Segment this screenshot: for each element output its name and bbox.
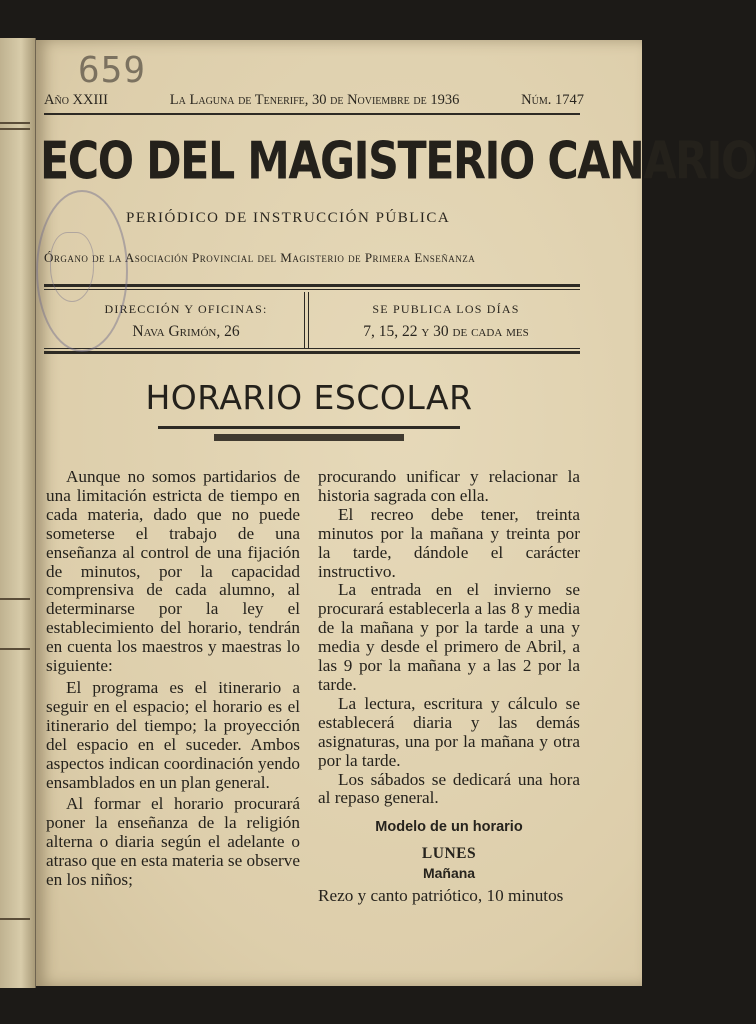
headline-rule (158, 426, 460, 429)
headline-bar (214, 434, 404, 441)
info-box-divider (304, 292, 305, 348)
masthead-rule (44, 113, 580, 115)
handwritten-page-number: 659 (78, 50, 147, 91)
page-edge-mark (0, 122, 30, 124)
article-headline: HORARIO ESCOLAR (145, 378, 473, 417)
office-address: Nava Grimón, 26 (132, 323, 240, 340)
info-box-bottom-rule-thin (44, 348, 580, 349)
info-box-divider (308, 292, 309, 348)
masthead-year: Año XXIII (44, 92, 108, 108)
publication-days: 7, 15, 22 y 30 de cada mes (363, 323, 529, 340)
paragraph: Al formar el horario procurará poner la enseñanza de la religión alterna o diaria según el adelante o atraso que en esta materia se observe en los niños; (46, 794, 300, 890)
stamp-crest-icon (50, 232, 94, 302)
article-column-left (46, 468, 300, 890)
page-edge-mark (0, 598, 30, 600)
organ-line: Órgano de la Asociación Provincial del Magisterio de Primera Enseñanza (44, 250, 476, 265)
newspaper-subtitle: PERIÓDICO DE INSTRUCCIÓN PÚBLICA (126, 210, 451, 226)
paragraph: El recreo debe tener, treinta minutos por la mañana y treinta por la tarde, dándole el carácter instructivo. (318, 504, 580, 581)
paragraph: La entrada en el invierno se procurará establecerla a las 8 y media de la mañana y por la tarde a una y media y desde el primero de Abril, a las 9 por la mañana y a las 2 por la tarde. (318, 580, 580, 694)
book-page-edges (0, 38, 36, 988)
page-edge-mark (0, 648, 30, 650)
masthead-issue: Núm. 1747 (521, 92, 584, 108)
paragraph: procurando unificar y relacionar la historia sagrada con ella. (318, 467, 580, 505)
publication-label: SE PUBLICA LOS DÍAS (372, 302, 520, 316)
newspaper-page (36, 40, 756, 986)
page-edge-mark (0, 918, 30, 920)
paragraph: La lectura, escritura y cálculo se establecerá diaria y las demás asignaturas, una por la mañana y otra por la tarde. (318, 693, 580, 770)
model-heading: Modelo de un horario (375, 819, 523, 836)
library-stamp (36, 190, 128, 352)
info-box-bottom-rule (44, 351, 580, 354)
masthead-line (44, 92, 584, 109)
paragraph: El programa es el itinerario a seguir en el espacio; el horario es el itinerario del tiempo; la proyección del espacio en el suceder. Ambos aspectos indican coordinación yendo ensamblados en un plan general. (46, 677, 300, 792)
paragraph: Aunque no somos partidarios de una limitación estricta de tiempo en cada materia, dado que no puede someterse el trabajo de una enseñanza al control de una fijación de minutos, por la capacidad comprensiva de cada alumno, al determinarse por la ley el establecimiento del horario, tendrán en cuenta los maestros y maestras lo siguiente: (46, 467, 300, 676)
article-column-right (318, 468, 580, 906)
paragraph: Los sábados se dedicará una hora al repaso general. (318, 769, 580, 808)
newspaper-title: ECO DEL MAGISTERIO CANARIO (40, 130, 756, 191)
day-heading: LUNES (421, 845, 477, 863)
schedule-item: Rezo y canto patriótico, 10 minutos (318, 886, 564, 906)
session-heading: Mañana (422, 865, 476, 882)
office-label: DIRECCIÓN Y OFICINAS: (104, 302, 268, 316)
info-box-schedule (312, 294, 580, 346)
masthead-place-date: La Laguna de Tenerife, 30 de Noviembre de 1936 (169, 92, 460, 108)
page-edge-mark (0, 128, 30, 130)
